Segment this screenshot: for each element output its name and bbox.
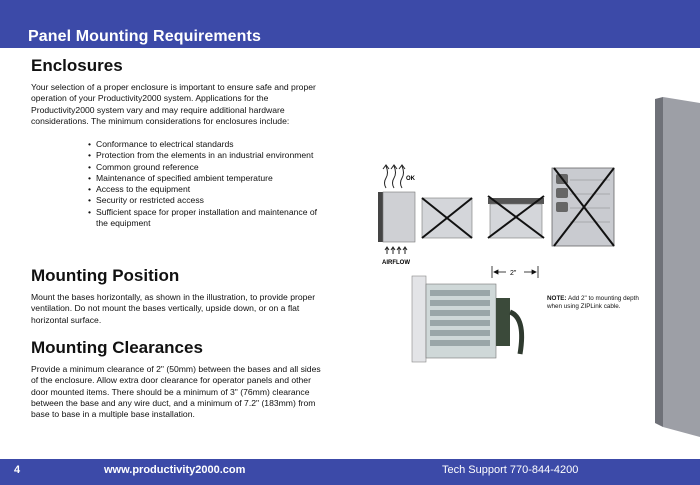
list-item: • Conformance to electrical standards — [88, 139, 328, 150]
panel-door-illustration — [655, 97, 700, 437]
ziplink-clearance-figure — [408, 262, 546, 364]
note-text: Add 2" to mounting depth when using ZIPLink cable. — [547, 295, 639, 310]
list-item: • Access to the equipment — [88, 184, 328, 195]
base-correct — [383, 192, 415, 242]
airflow-arrows-bottom — [385, 247, 407, 254]
ziplink-note — [547, 295, 642, 311]
dimension-label: 2" — [510, 270, 517, 277]
page-number: 4 — [14, 464, 21, 476]
list-item: • Security or restricted access — [88, 195, 328, 206]
enclosures-heading: Enclosures — [31, 56, 123, 75]
mounting-position-heading: Mounting Position — [31, 266, 180, 285]
wrong-orientation-upside-down — [488, 196, 544, 238]
mounting-orientation-figure — [370, 158, 630, 266]
wrong-orientation-flat — [422, 198, 472, 238]
list-item: • Sufficient space for proper installation and maintenance of the equipment — [88, 207, 328, 230]
ok-label: OK — [406, 176, 415, 182]
ziplink-cable — [510, 312, 522, 354]
enclosure-wall — [412, 276, 426, 362]
list-item: • Maintenance of specified ambient temperature — [88, 173, 328, 184]
airflow-label: AIRFLOW — [382, 260, 410, 266]
enclosures-bullet-list — [88, 139, 328, 229]
note-label: NOTE: — [547, 295, 567, 302]
tech-support-phone: Tech Support 770-844-4200 — [442, 464, 579, 476]
enclosures-intro: Your selection of a proper enclosure is important to ensure safe and proper operation of your Productivity2000 system. Applications for the Productivity2000 system vary and may require additional hardware considerations. The minimum considerations for enclosures include: — [31, 82, 316, 126]
page-title: Panel Mounting Requirements — [28, 28, 261, 45]
list-item: • Common ground reference — [88, 162, 328, 173]
airflow-arrows-top — [383, 165, 405, 188]
ziplink-connector — [496, 298, 510, 346]
mounting-clearances-heading: Mounting Clearances — [31, 338, 203, 357]
website-link[interactable]: www.productivity2000.com — [104, 464, 246, 476]
mounting-clearances-body: Provide a minimum clearance of 2" (50mm) between the bases and all sides of the enclosure. Allow extra door clearance for operator panels and other door mounted items. There should be a minimum of 3" (76mm) clearance between the base and any wire duct, and a minimum of 7.2" (183mm) from base to base in a multiple base installation. — [31, 364, 321, 420]
mounting-position-body: Mount the bases horizontally, as shown in the illustration, to provide proper ventilation. Do not mount the bases vertically, upside down, or on a flat horizontal surface. — [31, 292, 316, 325]
backplate — [378, 192, 383, 242]
wrong-orientation-vertical — [552, 168, 614, 246]
list-item: • Protection from the elements in an industrial environment — [88, 150, 328, 161]
